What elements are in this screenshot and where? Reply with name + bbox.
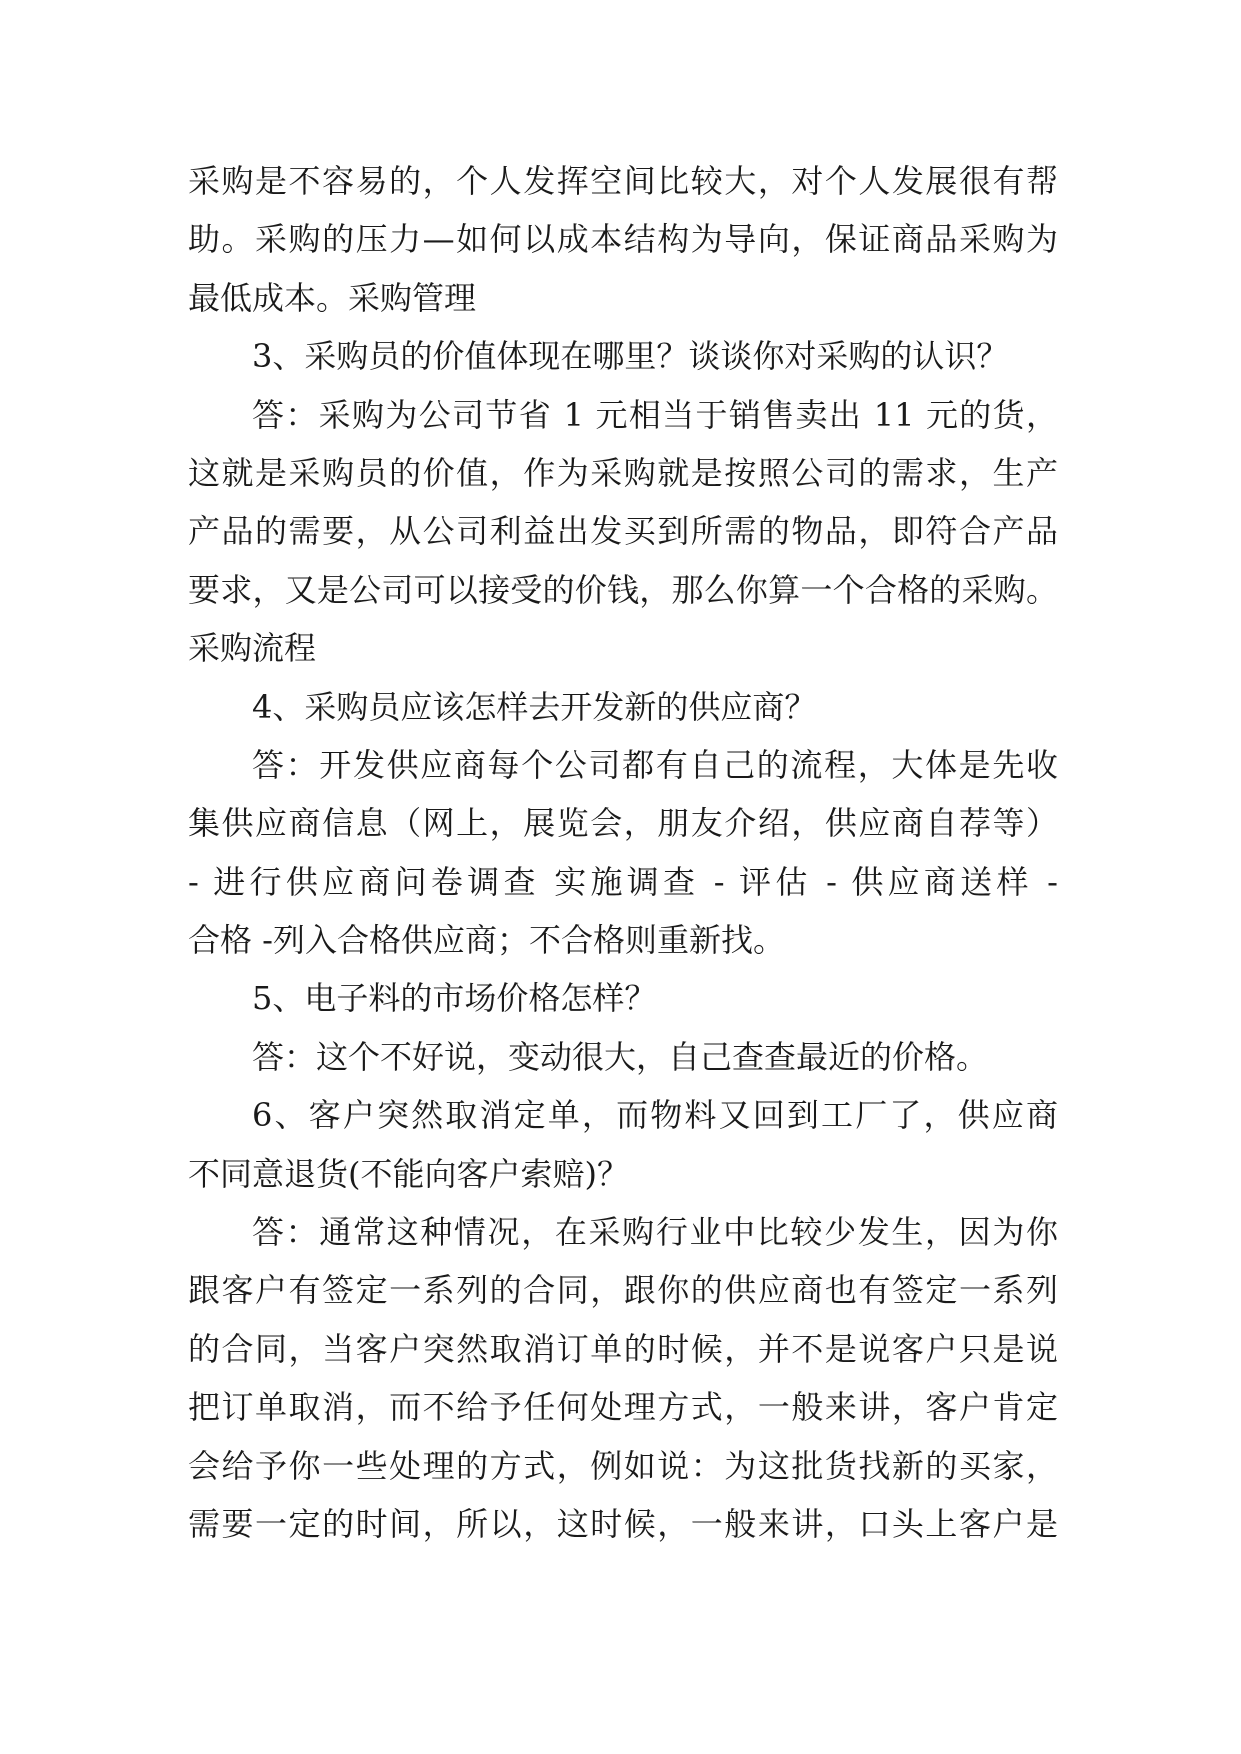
answer-line: 答：采购为公司节省 1 元相当于销售卖出 11 元的货， [252, 395, 1058, 434]
text-line: 助。采购的压力—如何以成本结构为导向，保证商品采购为 [188, 220, 1058, 259]
text-line: 需要一定的时间，所以，这时候，一般来讲，口头上客户是 [188, 1504, 1058, 1543]
text-line: 最低成本。采购管理 [188, 278, 477, 317]
text-line: 把订单取消，而不给予任何处理方式，一般来讲，客户肯定 [188, 1388, 1058, 1427]
text-line: 不同意退货(不能向客户索赔)？ [188, 1154, 629, 1193]
text-line: 合格 -列入合格供应商；不合格则重新找。 [188, 921, 785, 960]
text-line: 会给予你一些处理的方式，例如说：为这批货找新的买家， [188, 1446, 1058, 1485]
document-body [188, 152, 1058, 1553]
text-line: 集供应商信息（网上，展览会，朋友介绍，供应商自荐等） [188, 804, 1058, 843]
text-line: - 进行供应商问卷调查 实施调查 - 评估 - 供应商送样 - [188, 862, 1058, 901]
text-line: 采购是不容易的，个人发挥空间比较大，对个人发展很有帮 [188, 162, 1058, 200]
question-line: 6、客户突然取消定单，而物料又回到工厂了，供应商 [252, 1096, 1058, 1135]
answer-line: 答：通常这种情况，在采购行业中比较少发生，因为你 [252, 1213, 1058, 1252]
text-line: 这就是采购员的价值，作为采购就是按照公司的需求，生产 [188, 453, 1058, 492]
text-line: 跟客户有签定一系列的合同，跟你的供应商也有签定一系列 [188, 1271, 1058, 1310]
text-line: 采购流程 [188, 629, 317, 668]
question-line: 4、采购员应该怎样去开发新的供应商？ [252, 687, 817, 726]
text-line: 产品的需要，从公司利益出发买到所需的物品，即符合产品 [188, 512, 1058, 551]
answer-line: 答：开发供应商每个公司都有自己的流程，大体是先收 [252, 745, 1058, 784]
answer-line: 答：这个不好说，变动很大，自己查查最近的价格。 [252, 1037, 989, 1076]
text-line: 的合同，当客户突然取消订单的时候，并不是说客户只是说 [188, 1329, 1058, 1368]
question-line: 3、采购员的价值体现在哪里？谈谈你对采购的认识？ [252, 337, 1009, 376]
text-line: 要求，又是公司可以接受的价钱，那么你算一个合格的采购。 [188, 570, 1058, 609]
question-line: 5、电子料的市场价格怎样？ [252, 979, 657, 1018]
